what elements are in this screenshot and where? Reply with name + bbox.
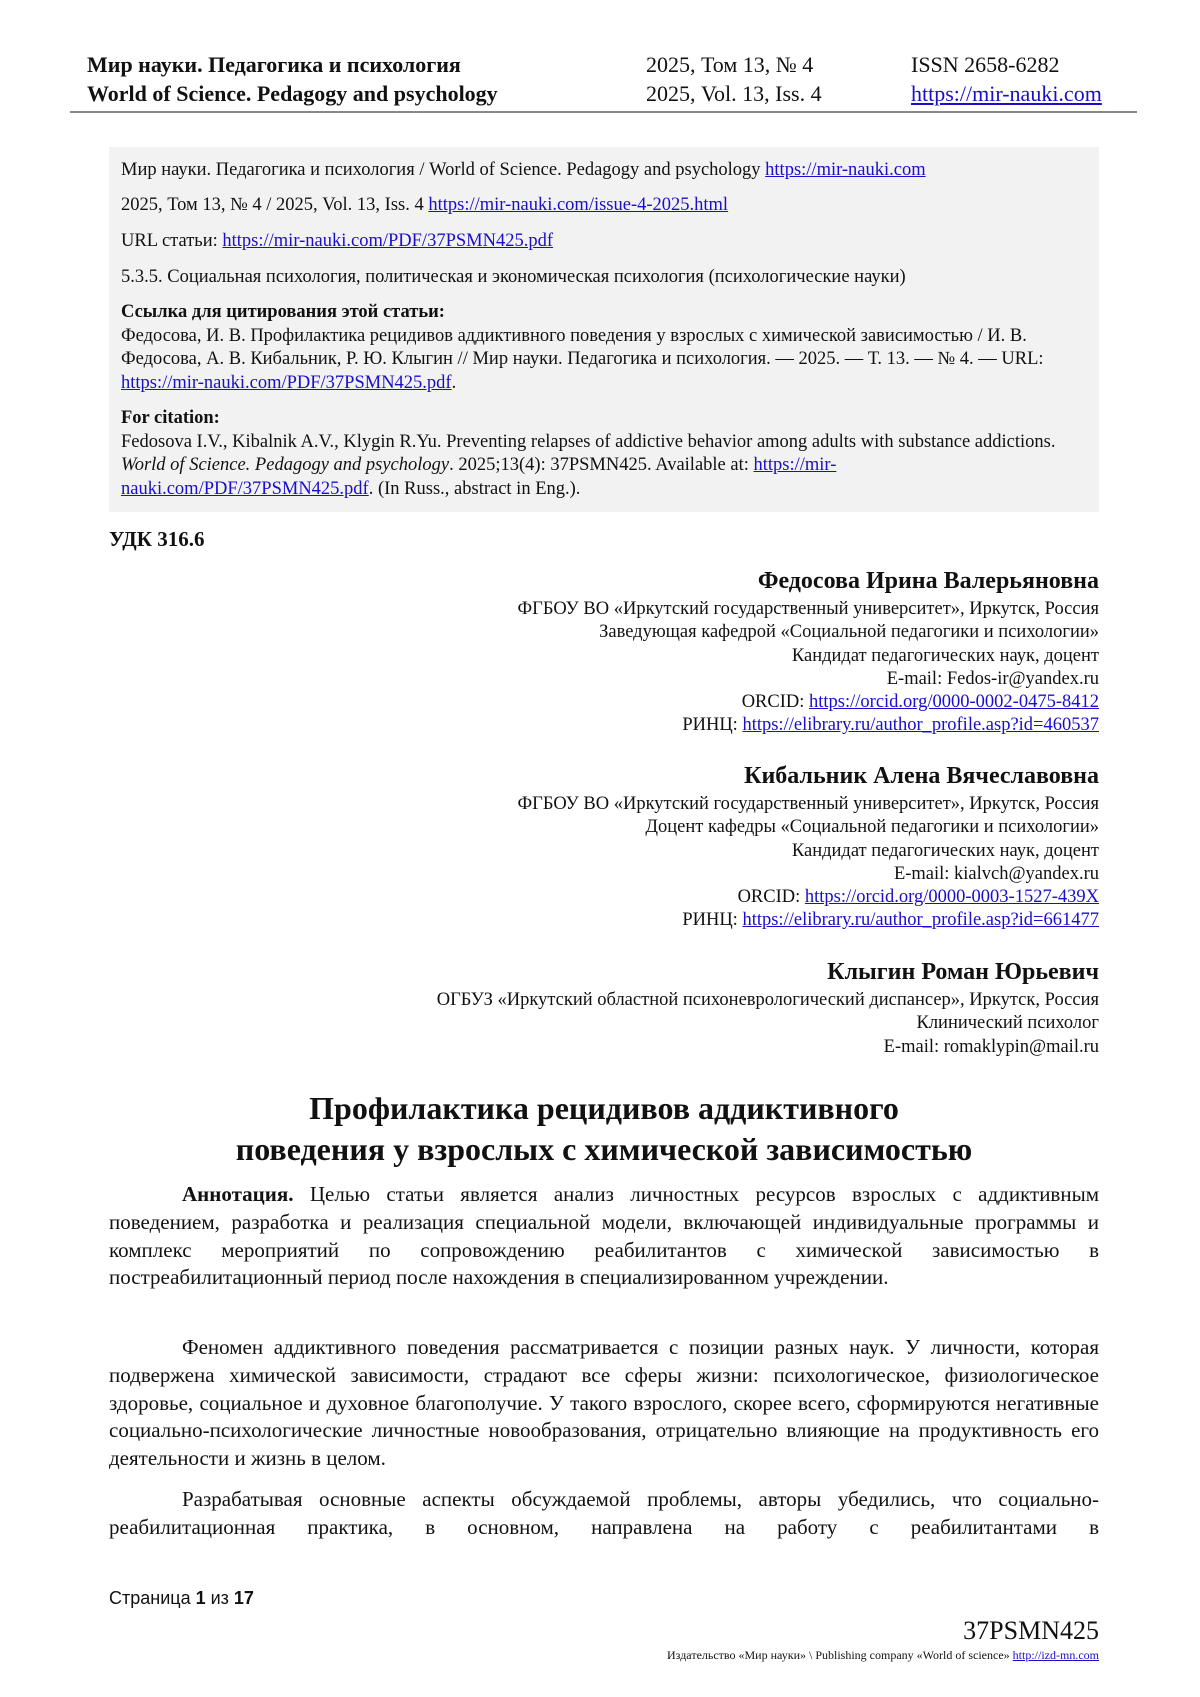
issue-info	[646, 50, 822, 108]
citation-en-heading: For citation:	[121, 408, 220, 428]
abstract	[109, 1181, 1099, 1292]
citation-ru-end: .	[451, 372, 457, 393]
orcid-label: ORCID:	[741, 692, 810, 713]
journal-title-ru: Мир науки. Педагогика и психология	[87, 52, 461, 77]
author-affiliation: ОГБУЗ «Иркутский областной психоневрологический диспансер», Иркутск, Россия	[436, 990, 1099, 1010]
box-journal-line	[121, 159, 1081, 183]
box-url-label: URL статьи:	[121, 231, 223, 251]
page-current: 1	[195, 1588, 206, 1608]
author-1	[518, 566, 1099, 738]
abstract-label: Аннотация.	[182, 1182, 294, 1206]
author-degree: Кандидат педагогических наук, доцент	[791, 840, 1099, 861]
box-url-line	[121, 230, 1081, 254]
citation-en-text2: . 2025;13(4): 37PSMN425. Available at:	[449, 455, 754, 475]
page-of: из	[205, 1588, 234, 1608]
author-name: Кибальник Алена Вячеславовна	[744, 763, 1099, 789]
publisher-text: Издательство «Мир науки» \ Publishing company «World of science»	[667, 1648, 1013, 1662]
author-email: E-mail: Fedos-ir@yandex.ru	[886, 668, 1099, 689]
author-2	[518, 761, 1099, 933]
author-position: Клинический психолог	[916, 1013, 1099, 1034]
author-3	[437, 957, 1099, 1059]
box-specialty: 5.3.5. Социальная психология, политическая и экономическая психология (психологические науки)	[121, 267, 906, 287]
author-orcid	[518, 691, 1099, 714]
article-code: 37PSMN425	[963, 1616, 1099, 1645]
paragraph-3: Разрабатывая основные аспекты обсуждаемой проблемы, авторы убедились, что социально-реабилитационная практика, в основном, направлена на работу с реабилитантами в	[109, 1487, 1099, 1539]
author-position: Заведующая кафедрой «Социальной педагогики и психологии»	[599, 622, 1099, 643]
page-counter	[109, 1588, 254, 1609]
issn: ISSN 2658-6282	[911, 52, 1060, 77]
journal-title-en: World of Science. Pedagogy and psychology	[87, 81, 498, 106]
citation-en	[121, 407, 1081, 501]
citation-ru	[121, 301, 1081, 395]
rinc-link[interactable]: https://elibrary.ru/author_profile.asp?id=661477	[742, 910, 1099, 931]
author-email: E-mail: kialvch@yandex.ru	[893, 863, 1099, 884]
title-line-2: поведения у взрослых с химической зависимостью	[235, 1131, 973, 1167]
issue-en: 2025, Vol. 13, Iss. 4	[646, 81, 822, 106]
citation-ru-heading: Ссылка для цитирования этой статьи:	[121, 302, 445, 322]
page-word: Страница	[109, 1588, 196, 1608]
issn-info	[911, 50, 1102, 108]
citation-en-end: . (In Russ., abstract in Eng.).	[368, 478, 581, 499]
author-affiliation: ФГБОУ ВО «Иркутский государственный университет», Иркутск, Россия	[517, 599, 1099, 619]
author-rinc	[518, 714, 1099, 737]
header-divider	[70, 111, 1137, 113]
citation-en-text: Fedosova I.V., Kibalnik A.V., Klygin R.Yu. Preventing relapses of addictive behavior among adults with substance addictions.	[121, 431, 1056, 452]
orcid-link[interactable]: https://orcid.org/0000-0003-1527-439X	[804, 887, 1099, 908]
publisher-link[interactable]: http://izd-mn.com	[1012, 1648, 1099, 1662]
rinc-label: РИНЦ:	[682, 910, 743, 931]
rinc-label: РИНЦ:	[682, 715, 743, 736]
box-journal-link[interactable]: https://mir-nauki.com	[765, 160, 926, 180]
author-degree: Кандидат педагогических наук, доцент	[791, 645, 1099, 666]
box-issue-line	[121, 194, 1081, 218]
udk: УДК 316.6	[109, 527, 205, 551]
author-name: Клыгин Роман Юрьевич	[827, 959, 1099, 985]
author-name: Федосова Ирина Валерьяновна	[757, 568, 1099, 594]
author-orcid	[518, 886, 1099, 909]
citation-en-journal: World of Science. Pedagogy and psychology	[121, 455, 450, 475]
box-issue-text: 2025, Том 13, № 4 / 2025, Vol. 13, Iss. 4	[121, 195, 429, 215]
citation-en-link[interactable]: https://mir-nauki.com/PDF/37PSMN425.pdf	[121, 455, 837, 499]
box-journal-text: Мир науки. Педагогика и психология / World of Science. Pedagogy and psychology	[121, 160, 766, 180]
abstract-text: Целью статьи является анализ личностных ресурсов взрослых с аддиктивным поведением, разработка и реализация специальной модели, включающей индивидуальные программы и комплекс мероприятий по сопровождению реабилитантов с химической зависимостью в постреабилитационный период после нахождения в специализированном учреждении.	[109, 1182, 1099, 1290]
citation-ru-link[interactable]: https://mir-nauki.com/PDF/37PSMN425.pdf	[121, 372, 452, 393]
citation-ru-text: Федосова, И. В. Профилактика рецидивов аддиктивного поведения у взрослых с химической зависимостью / И. В. Федосова, А. В. Кибальник, Р. Ю. Клыгин // Мир науки. Педагогика и психология. — 2025. — Т. 13. — № 4. — URL:	[121, 325, 1044, 369]
author-email: E-mail: romaklypin@mail.ru	[883, 1036, 1099, 1057]
issue-ru: 2025, Том 13, № 4	[646, 52, 814, 77]
page-total: 17	[233, 1588, 254, 1608]
author-rinc	[518, 909, 1099, 932]
author-position: Доцент кафедры «Социальной педагогики и психологии»	[645, 817, 1099, 838]
title-line-1: Профилактика рецидивов аддиктивного	[309, 1090, 899, 1126]
rinc-link[interactable]: https://elibrary.ru/author_profile.asp?id=460537	[742, 715, 1099, 736]
box-url-link[interactable]: https://mir-nauki.com/PDF/37PSMN425.pdf	[222, 231, 553, 251]
site-link[interactable]: https://mir-nauki.com	[911, 81, 1102, 106]
article-title	[109, 1088, 1099, 1170]
journal-title	[87, 50, 498, 108]
orcid-label: ORCID:	[737, 887, 805, 908]
paragraph-2: Феномен аддиктивного поведения рассматривается с позиции разных наук. У личности, которая подвержена химической зависимости, страдают все сферы жизни: психологическое, физиологическое здоровье, социальное и духовное благополучие. У такого взрослого, скорее всего, сформируются негативные социально-психологические личностные новообразования, отрицательно влияющие на продуктивность его деятельности и жизнь в целом.	[109, 1335, 1099, 1471]
publisher-line	[667, 1648, 1099, 1663]
author-affiliation: ФГБОУ ВО «Иркутский государственный университет», Иркутск, Россия	[517, 794, 1099, 814]
orcid-link[interactable]: https://orcid.org/0000-0002-0475-8412	[809, 692, 1099, 713]
box-issue-link[interactable]: https://mir-nauki.com/issue-4-2025.html	[428, 195, 729, 215]
